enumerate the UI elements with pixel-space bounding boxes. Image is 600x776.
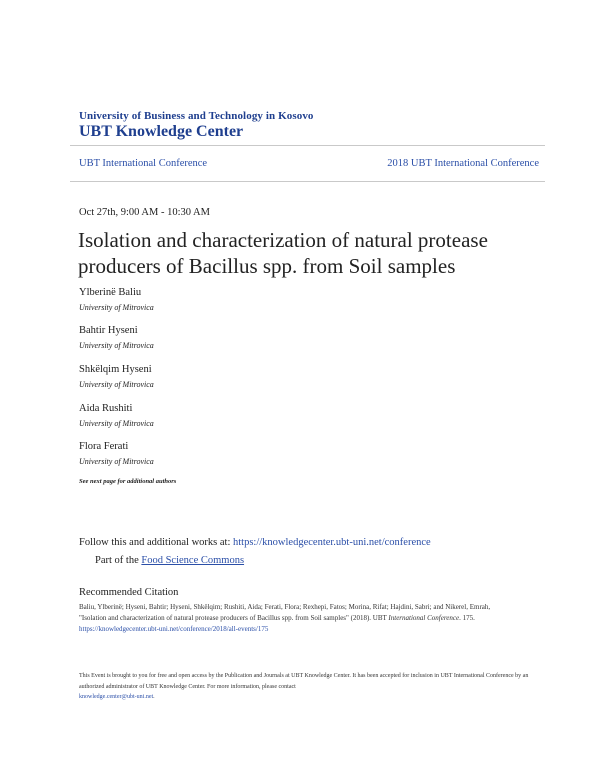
paper-title: Isolation and characterization of natural protease producers of Bacillus spp. from Soil samples bbox=[78, 228, 488, 278]
author-affiliation: University of Mitrovica bbox=[79, 419, 154, 428]
contact-email-link[interactable]: knowledge.center@ubt-uni.net bbox=[79, 694, 154, 700]
see-next-note: See next page for additional authors bbox=[79, 478, 177, 485]
author-5 bbox=[79, 441, 154, 466]
citation-journal: International Conference bbox=[388, 614, 460, 622]
author-1 bbox=[79, 287, 154, 312]
follow-line bbox=[79, 537, 431, 548]
footer-note bbox=[79, 671, 534, 703]
author-affiliation: University of Mitrovica bbox=[79, 341, 154, 350]
event-date: Oct 27th, 9:00 AM - 10:30 AM bbox=[79, 207, 210, 218]
citation-pages: . 175. bbox=[459, 614, 475, 622]
footer-text: This Event is brought to you for free and open access by the Publication and Journals at UBT Knowledge Center. It has been accepted for inclusion in UBT International Conference by an authorized administrator of UBT Knowledge Center. For more information, please contact bbox=[79, 673, 529, 690]
conference-link[interactable]: UBT International Conference bbox=[79, 158, 208, 169]
citation-text bbox=[79, 602, 519, 635]
food-science-commons-link[interactable]: Food Science Commons bbox=[141, 555, 245, 566]
institution-name[interactable]: University of Business and Technology in Kosovo bbox=[79, 110, 314, 122]
author-affiliation: University of Mitrovica bbox=[79, 457, 154, 466]
follow-prefix: Follow this and additional works at: bbox=[79, 537, 231, 548]
citation-body: Baliu, Ylberinë; Hyseni, Bahtir; Hyseni, Shkëlqim; Rushiti, Aida; Ferati, Flora; Rexhepi, Fatos; Morina, Rifat; Hajdini, Sabri; and Nikerel, Emrah, "Isolation and characterization of natural protease producers of Bacillus spp. from Soil samples" (2018). UBT bbox=[79, 603, 491, 622]
repository-name[interactable]: UBT Knowledge Center bbox=[79, 123, 244, 140]
author-name: Flora Ferati bbox=[79, 441, 129, 452]
citation-url-link[interactable]: https://knowledgecenter.ubt-uni.net/conference/2018/all-events/175 bbox=[79, 625, 269, 633]
footer-end: . bbox=[153, 694, 155, 700]
author-affiliation: University of Mitrovica bbox=[79, 380, 154, 389]
partof-prefix: Part of the bbox=[95, 555, 139, 566]
author-3 bbox=[79, 364, 154, 389]
author-affiliation: University of Mitrovica bbox=[79, 303, 154, 312]
author-2 bbox=[79, 325, 154, 350]
author-name: Ylberinë Baliu bbox=[79, 287, 142, 298]
conference-year-link[interactable]: 2018 UBT International Conference bbox=[387, 158, 539, 169]
partof-line bbox=[95, 555, 244, 566]
author-name: Shkëlqim Hyseni bbox=[79, 364, 152, 375]
citation-heading: Recommended Citation bbox=[79, 587, 179, 598]
author-name: Aida Rushiti bbox=[79, 403, 133, 414]
conference-url-link[interactable]: https://knowledgecenter.ubt-uni.net/conference bbox=[233, 537, 431, 548]
author-name: Bahtir Hyseni bbox=[79, 325, 138, 336]
author-4 bbox=[79, 403, 154, 428]
breadcrumb-bar bbox=[70, 145, 545, 182]
